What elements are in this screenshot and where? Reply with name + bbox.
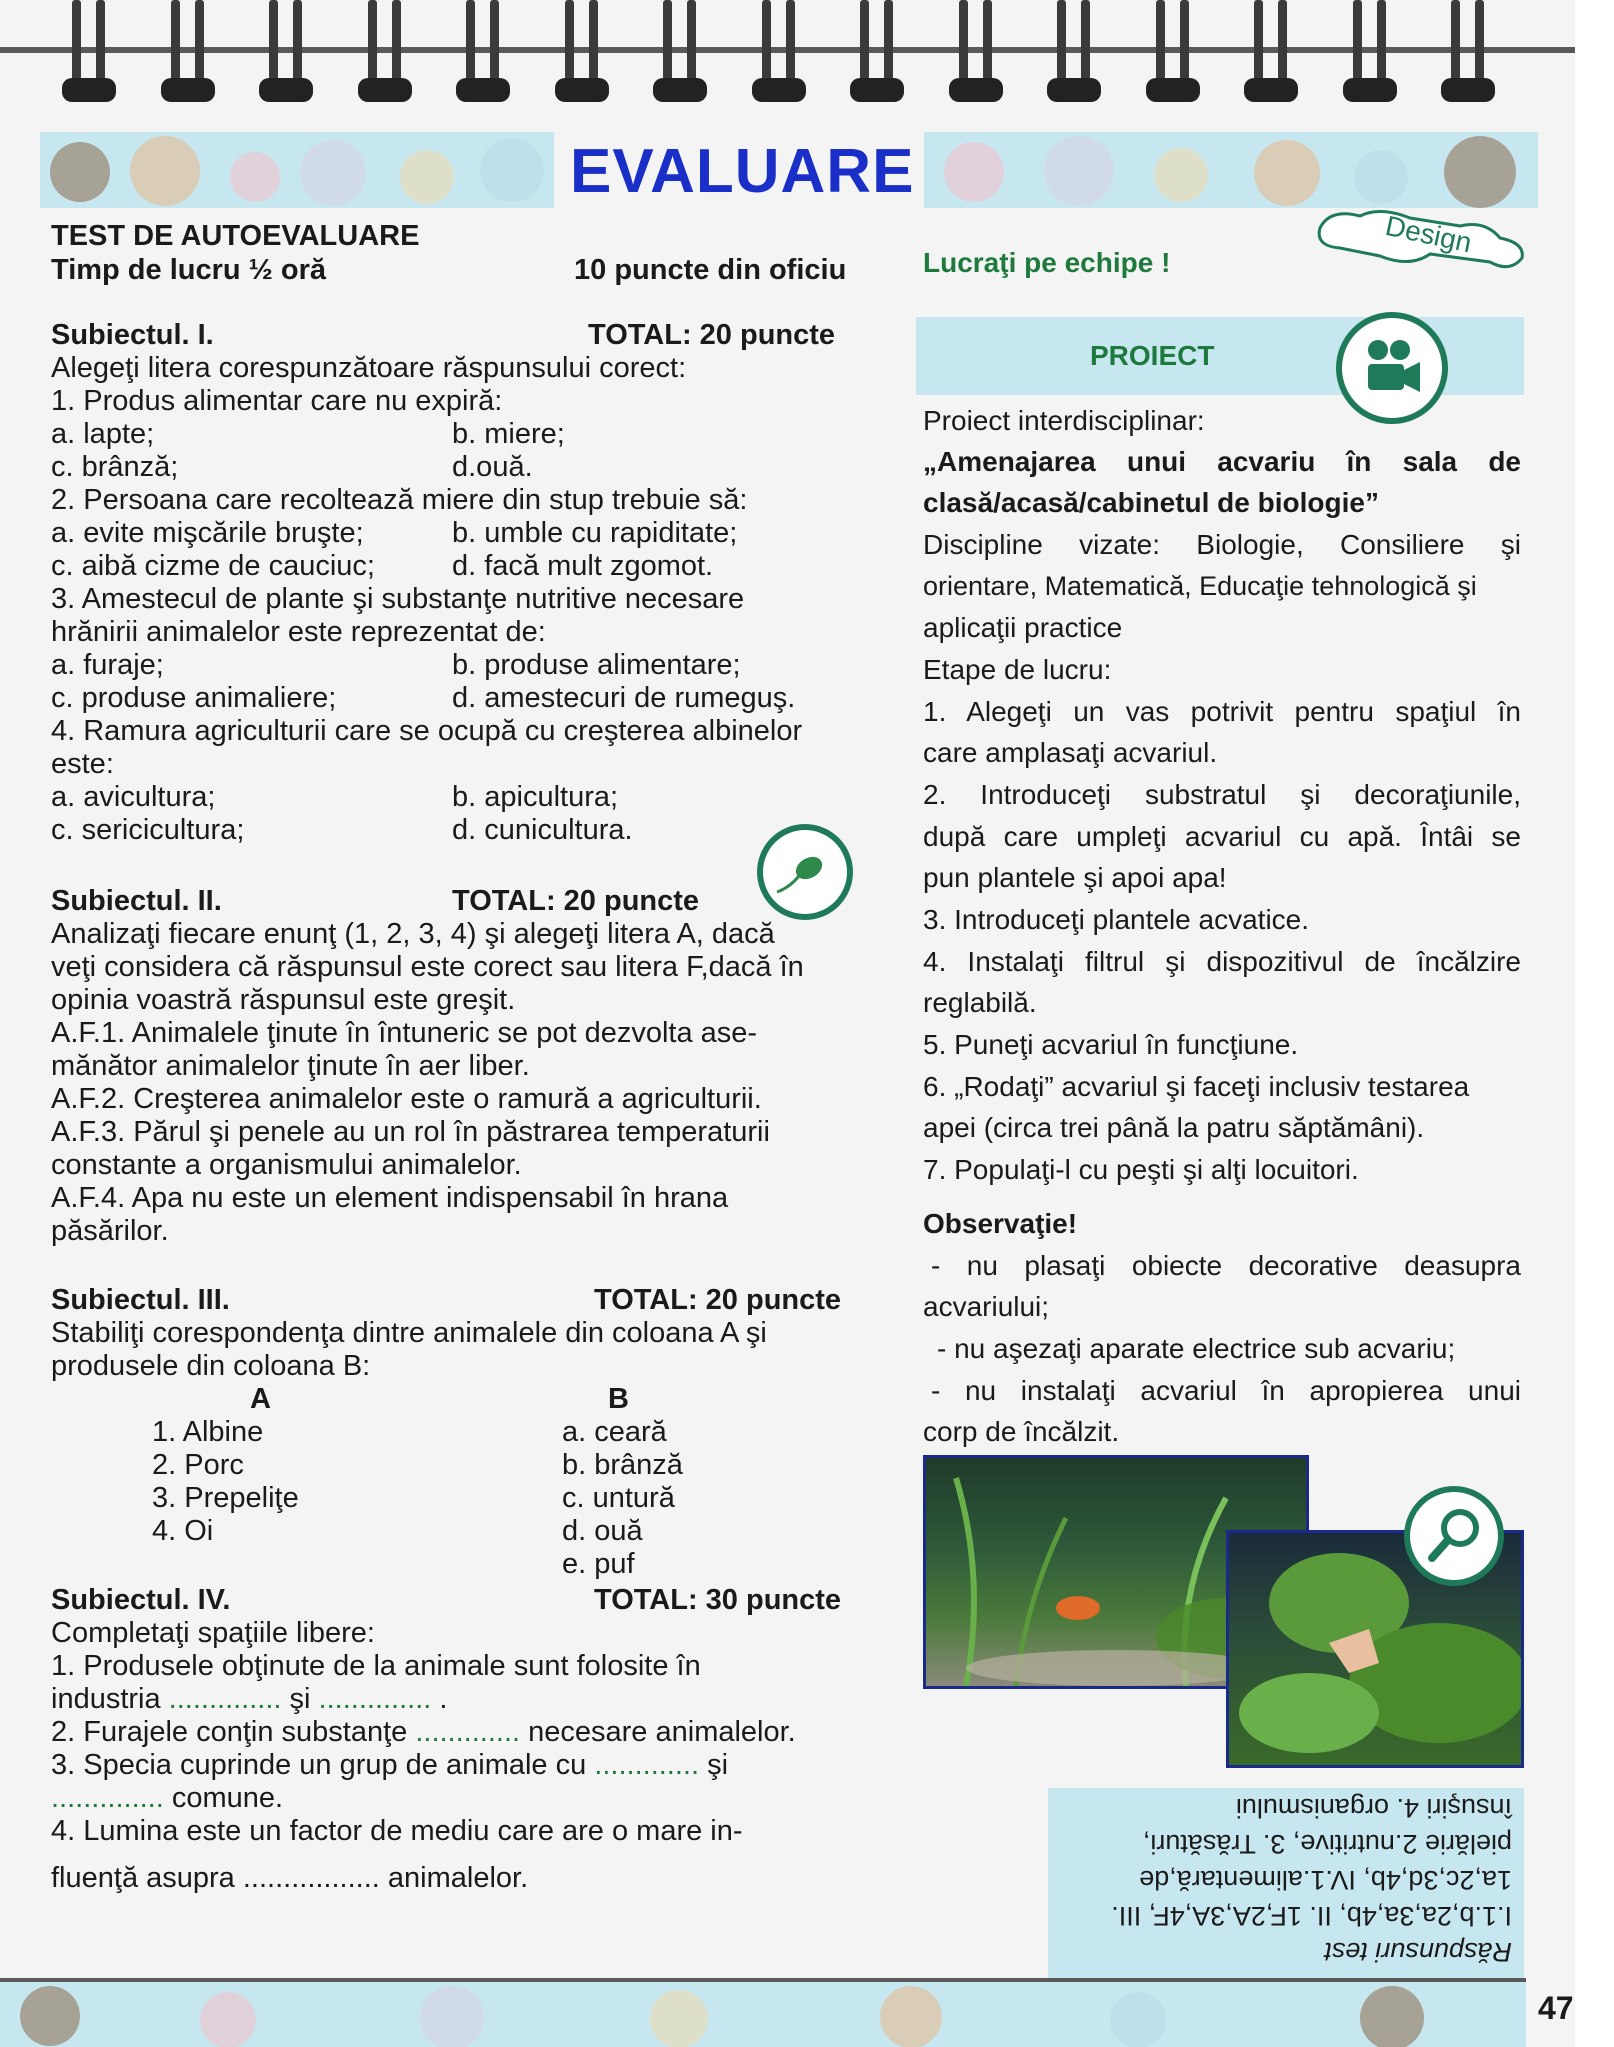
column-b-item-d: d. ouă [562,1515,643,1547]
fill-text: industria [51,1683,169,1715]
q3-option-c: c. produse animaliere; [51,682,337,714]
answers-line-1: I.1.b,2a,3a,4b, II. 1F,2A,3A,4F, III. [1111,1901,1512,1931]
column-b-item-c: c. untură [562,1482,675,1514]
fill-text: . [431,1683,448,1715]
answers-line-2: 1a,2c,3d,4b, IV.1.alimentară,de [1139,1865,1512,1895]
disciplines-line-3: aplicaţii practice [923,612,1123,643]
subject-3-total: TOTAL: 20 puncte [594,1284,842,1316]
fill-item-1-line-2 [51,1683,447,1716]
fill-item-3-line-1 [51,1749,728,1782]
time-label: Timp de lucru ½ oră [51,254,327,286]
observation-3-line-2: corp de încălzit. [923,1416,1120,1447]
binding-ring [555,0,609,108]
blank-dots: ............. [415,1716,521,1748]
project-title-line-1: „Amenajarea unui acvariu în sala de [923,446,1521,477]
teams-heading: Lucraţi pe echipe ! [923,247,1171,278]
step-2-line-3: pun plantele şi apoi apa! [923,862,1227,893]
bacteria-icon [757,824,853,920]
disciplines-line-2: orientare, Matematică, Educaţie tehnologică şi [923,571,1477,601]
magnifier-icon [1404,1486,1504,1586]
statement-2: A.F.2. Creşterea animalelor este o ramură a agriculturii. [51,1083,762,1115]
column-b-item-e: e. puf [562,1548,635,1580]
q2-option-b: b. umble cu rapiditate; [452,517,738,549]
answers-rotated [1048,1788,1524,1978]
subject-4-instruction: Completaţi spaţiile libere: [51,1617,375,1649]
fill-text: 2. Furajele conţin substanţe [51,1716,416,1748]
fill-item-1-line-1: 1. Produsele obţinute de la animale sunt folosite în [51,1650,701,1682]
subject-1-instruction: Alegeţi litera corespunzătoare răspunsului corect: [51,352,687,384]
header-banner-left [40,132,554,208]
binding-ring [850,0,904,108]
disciplines-line-1: Discipline vizate: Biologie, Consiliere şi [923,529,1521,560]
subject-2-line-2: veţi considera că răspunsul este corect sau litera F,dacă în [51,951,804,983]
fill-text: şi [699,1749,729,1781]
blank-dots: .............. [318,1683,432,1715]
column-a-item-3: 3. Prepeliţe [152,1482,299,1514]
q1-option-a: a. lapte; [51,418,155,450]
step-2-line-1: 2. Introduceţi substratul şi decoraţiunile, [923,779,1521,810]
binding-ring [1146,0,1200,108]
q4-option-a: a. avicultura; [51,781,216,813]
fill-item-2 [51,1716,796,1749]
binding-ring [259,0,313,108]
step-5: 5. Puneţi acvariul în funcţiune. [923,1029,1299,1060]
subject-2-line-3: opinia voastră răspunsul este greşit. [51,984,516,1016]
project-bar-label: PROIECT [1090,340,1215,371]
subject-2-title: Subiectul. II. [51,885,222,917]
fill-item-4-line-1: 4. Lumina este un factor de mediu care are o mare in- [51,1815,743,1847]
subject-2-total: TOTAL: 20 puncte [452,885,700,917]
fill-text: comune. [163,1782,284,1814]
fill-text: necesare animalelor. [520,1716,796,1748]
binding-ring [949,0,1003,108]
step-4-line-2: reglabilă. [923,987,1037,1018]
q4-option-c: c. sericicultura; [51,814,245,846]
statement-1-line-2: mănător animalelor ţinute în aer liber. [51,1050,530,1082]
step-1-line-2: care amplasaţi acvariul. [923,737,1218,768]
step-6-line-1: 6. „Rodaţi” acvariul şi faceţi inclusiv testarea [923,1071,1470,1102]
binding-ring [653,0,707,108]
binding-ring [1244,0,1298,108]
design-label: Design [1382,209,1475,259]
office-points: 10 puncte din oficiu [574,254,847,286]
page-number: 47 [1538,1990,1574,2026]
blank-dots: .............. [168,1683,282,1715]
observation-3-line-1: - nu instalaţi acvariul în apropierea unui [931,1375,1521,1406]
q1-option-d: d.ouă. [452,451,533,483]
column-b-item-a: a. ceară [562,1416,667,1448]
puzzle-design-icon [1310,198,1532,280]
binding-ring [456,0,510,108]
binding-ring [1343,0,1397,108]
binding-ring [752,0,806,108]
subject-4-title: Subiectul. IV. [51,1584,231,1616]
fill-item-3-line-2 [51,1782,283,1815]
statement-4-line-1: A.F.4. Apa nu este un element indispensabil în hrana [51,1182,729,1214]
fill-text: şi [281,1683,319,1715]
q4-option-b: b. apicultura; [452,781,619,813]
footer-banner [0,1982,1526,2047]
q3-option-b: b. produse alimentare; [452,649,741,681]
stages-heading: Etape de lucru: [923,654,1112,685]
statement-3-line-1: A.F.3. Părul şi penele au un rol în păstrarea temperaturii [51,1116,770,1148]
header-banner-right [924,132,1538,208]
fill-item-4-line-2: fluenţă asupra ................. animalelor. [51,1862,529,1894]
binding-ring [161,0,215,108]
step-2-line-2: după care umpleţi acvariul cu apă. Întâi se [923,821,1521,852]
answers-line-3: pielărie 2.nutritive, 3. Trăsături, [1142,1829,1512,1859]
fill-text: 3. Specia cuprinde un grup de animale cu [51,1749,595,1781]
column-a-item-4: 4. Oi [152,1515,214,1547]
subject-3-line-2: produsele din coloana B: [51,1350,371,1382]
statement-1-line-1: A.F.1. Animalele ţinute în întuneric se pot dezvolta ase- [51,1017,758,1049]
question-2: 2. Persoana care recoltează miere din stup trebuie să: [51,484,748,516]
question-3-line-2: hrănirii animalelor este reprezentat de: [51,616,546,648]
answers-line-4: însuşiri 4. organismului [1235,1793,1512,1823]
statement-4-line-2: păsărilor. [51,1215,169,1247]
subject-3-line-1: Stabiliţi corespondenţa dintre animalele din coloana A şi [51,1317,767,1349]
column-a-header: A [250,1383,271,1415]
subject-1-total: TOTAL: 20 puncte [588,319,836,351]
column-b-item-b: b. brânză [562,1449,683,1481]
project-title-line-2: clasă/acasă/cabinetul de biologie” [923,487,1379,518]
q1-option-c: c. brânză; [51,451,179,483]
observation-1-line-2: acvariului; [923,1291,1050,1322]
binding-ring [62,0,116,108]
blank-dots: .............. [51,1782,164,1814]
observation-2: - nu aşezaţi aparate electrice sub acvariu; [937,1333,1456,1364]
answers-title: Răspunsuri test [1324,1937,1512,1967]
subject-3-title: Subiectul. III. [51,1284,230,1316]
question-3-line-1: 3. Amestecul de plante şi substanţe nutritive necesare [51,583,745,615]
step-3: 3. Introduceţi plantele acvatice. [923,904,1310,935]
q4-option-d: d. cunicultura. [452,814,633,846]
question-4-line-2: este: [51,748,114,780]
binding-ring [1441,0,1495,108]
column-a-item-2: 2. Porc [152,1449,244,1481]
q3-option-a: a. furaje; [51,649,164,681]
test-heading: TEST DE AUTOEVALUARE [51,220,420,252]
project-camera-icon [1336,312,1448,424]
answers-box [1048,1788,1524,1978]
q1-option-b: b. miere; [452,418,565,450]
blank-dots: ............. [594,1749,700,1781]
question-4-line-1: 4. Ramura agriculturii care se ocupă cu creşterea albinelor [51,715,803,747]
q3-option-d: d. amestecuri de rumeguş. [452,682,796,714]
step-7: 7. Populaţi-l cu peşti şi alţi locuitori. [923,1154,1359,1185]
step-1-line-1: 1. Alegeţi un vas potrivit pentru spaţiul în [923,696,1521,727]
project-type: Proiect interdisciplinar: [923,405,1205,436]
step-4-line-1: 4. Instalaţi filtrul şi dispozitivul de încălzire [923,946,1521,977]
observation-heading: Observaţie! [923,1208,1078,1239]
statement-3-line-2: constante a organismului animalelor. [51,1149,522,1181]
page-title: EVALUARE [570,137,915,206]
subject-4-total: TOTAL: 30 puncte [594,1584,842,1616]
subject-1-title: Subiectul. I. [51,319,214,351]
step-6-line-2: apei (circa trei până la patru săptămâni). [923,1112,1425,1143]
column-a-item-1: 1. Albine [152,1416,264,1448]
subject-2-line-1: Analizaţi fiecare enunţ (1, 2, 3, 4) şi alegeţi litera A, dacă [51,918,775,950]
q2-option-c: c. aibă cizme de cauciuc; [51,550,375,582]
observation-1-line-1: - nu plasaţi obiecte decorative deasupra [931,1250,1521,1281]
q2-option-a: a. evite mişcările bruşte; [51,517,364,549]
question-1: 1. Produs alimentar care nu expiră: [51,385,503,417]
binding-ring [358,0,412,108]
q2-option-d: d. facă mult zgomot. [452,550,714,582]
column-b-header: B [608,1383,629,1415]
binding-ring [1047,0,1101,108]
